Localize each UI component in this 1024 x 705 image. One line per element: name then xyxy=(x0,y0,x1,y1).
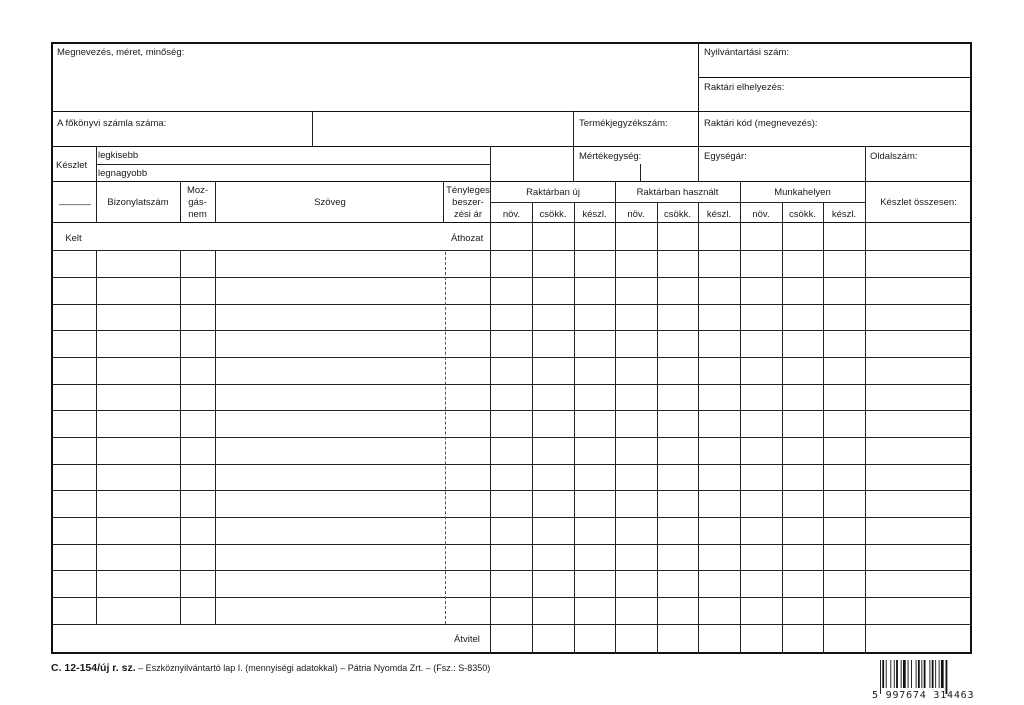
grid-line xyxy=(574,250,575,654)
keszlet-osszesen-header: Készlet összesen: xyxy=(880,197,957,208)
csokk-header: csökk. xyxy=(664,209,691,220)
fokonyvi-label: A főkönyvi számla száma: xyxy=(57,118,167,129)
header-divider xyxy=(52,181,972,182)
grid-line xyxy=(823,250,824,654)
table-row-line xyxy=(52,250,972,251)
barcode-bar xyxy=(916,660,917,688)
munkahelyen-header: Munkahelyen xyxy=(774,187,831,198)
termekjegyzek-label: Termékjegyzékszám: xyxy=(579,118,668,129)
barcode-bar xyxy=(911,660,912,688)
nov-header: növ. xyxy=(752,209,770,220)
grid-line xyxy=(96,250,97,624)
csokk-header: csökk. xyxy=(789,209,816,220)
table-row-line xyxy=(52,410,972,411)
grid-line xyxy=(640,164,641,181)
dotted-divider xyxy=(445,252,446,624)
keszlet-label: Készlet xyxy=(56,160,88,171)
kelt-label: Kelt xyxy=(65,233,82,244)
header-divider xyxy=(698,43,699,146)
egysegar-label: Egységár: xyxy=(704,151,747,162)
table-row-line xyxy=(52,304,972,305)
keszl-header: készl. xyxy=(706,209,732,220)
barcode-bar xyxy=(935,660,936,688)
barcode-bar xyxy=(882,660,884,688)
tenyleges-header-2: beszer- xyxy=(452,197,484,208)
table-row-line xyxy=(52,330,972,331)
table-row-line xyxy=(52,357,972,358)
grid-line xyxy=(491,202,865,203)
form-frame xyxy=(51,42,972,654)
table-row-line xyxy=(52,597,972,598)
megnevezes-label: Megnevezés, méret, minőség: xyxy=(57,47,185,58)
grid-line xyxy=(740,250,741,654)
csokk-header: csökk. xyxy=(539,209,567,220)
barcode-bar xyxy=(946,660,948,694)
mozgasnem-header-2: gás- xyxy=(188,197,207,208)
grid-line xyxy=(96,164,490,165)
dash-column-header: ______ xyxy=(59,195,91,206)
grid-line xyxy=(615,250,616,654)
barcode-bar xyxy=(939,660,940,688)
grid-line xyxy=(490,250,491,654)
athozat-label: Áthozat xyxy=(451,233,484,244)
barcode-bar xyxy=(903,660,906,688)
tenyleges-header-1: Tényleges xyxy=(446,185,490,196)
grid-line xyxy=(782,250,783,654)
table-row-line xyxy=(52,437,972,438)
raktarban-uj-header: Raktárban új xyxy=(526,187,580,198)
barcode-bar xyxy=(932,660,934,688)
atvitel-label: Átvitel xyxy=(454,634,480,645)
grid-line xyxy=(657,250,658,654)
raktari-kod-label: Raktári kód (megnevezés): xyxy=(704,118,818,129)
header-divider xyxy=(52,222,972,223)
grid-line xyxy=(532,250,533,654)
barcode-bar xyxy=(894,660,895,688)
grid-line xyxy=(865,250,866,654)
header-divider xyxy=(52,146,972,147)
bizonylatszam-header: Bizonylatszám xyxy=(107,197,169,208)
legkisebb-label: legkisebb xyxy=(98,150,139,161)
table-row-line xyxy=(52,490,972,491)
form-code: C. 12-154/új r. sz. xyxy=(51,662,136,674)
keszl-header: készl. xyxy=(831,209,857,220)
grid-line xyxy=(698,250,699,654)
oldalszam-label: Oldalszám: xyxy=(870,151,918,162)
legnagyobb-label: legnagyobb xyxy=(98,168,148,179)
keszl-header: készl. xyxy=(582,209,607,220)
barcode-bar xyxy=(901,660,902,688)
table-row-line xyxy=(52,517,972,518)
grid-line xyxy=(180,250,181,624)
form-description: – Eszköznyilvántartó lap I. (mennyiségi adatokkal) – Pátria Nyomda Zrt. – (Fsz.: S-8350) xyxy=(138,663,491,673)
nov-header: növ. xyxy=(627,209,645,220)
mozgasnem-header-1: Moz- xyxy=(186,185,209,196)
barcode-bar xyxy=(929,660,930,688)
barcode-bar xyxy=(880,660,881,694)
header-divider xyxy=(698,77,972,78)
barcode-bar xyxy=(896,660,898,688)
grid-line xyxy=(698,146,699,181)
table-row-line xyxy=(52,384,972,385)
barcode-bar xyxy=(908,660,909,688)
barcode-bar xyxy=(921,660,922,688)
grid-line xyxy=(573,111,574,146)
barcode-bar xyxy=(924,660,926,688)
szoveg-header: Szöveg xyxy=(314,197,346,208)
table-row-line xyxy=(52,624,972,625)
grid-line xyxy=(573,146,574,181)
nyilvantartasi-label: Nyilvántartási szám: xyxy=(704,47,789,58)
barcode-bar xyxy=(890,660,891,688)
barcode-number: 5 997674 314463 xyxy=(872,690,975,701)
grid-line xyxy=(215,250,216,624)
grid-line xyxy=(312,111,313,146)
barcode-bar xyxy=(918,660,920,688)
table-row-line xyxy=(52,464,972,465)
raktarban-hasznalt-header: Raktárban használt xyxy=(636,187,719,198)
mertekegyseg-label: Mértékegység: xyxy=(579,151,642,162)
table-row-line xyxy=(52,277,972,278)
tenyleges-header-3: zési ár xyxy=(454,209,482,220)
table-row-line xyxy=(52,544,972,545)
barcode-bar xyxy=(941,660,944,688)
header-divider xyxy=(52,111,972,112)
form-footer xyxy=(51,662,490,674)
nov-header: növ. xyxy=(502,209,521,220)
mozgasnem-header-3: nem xyxy=(188,209,207,220)
table-row-line xyxy=(52,570,972,571)
barcode-bar xyxy=(886,660,887,688)
raktari-elhelyezes-label: Raktári elhelyezés: xyxy=(704,82,785,93)
